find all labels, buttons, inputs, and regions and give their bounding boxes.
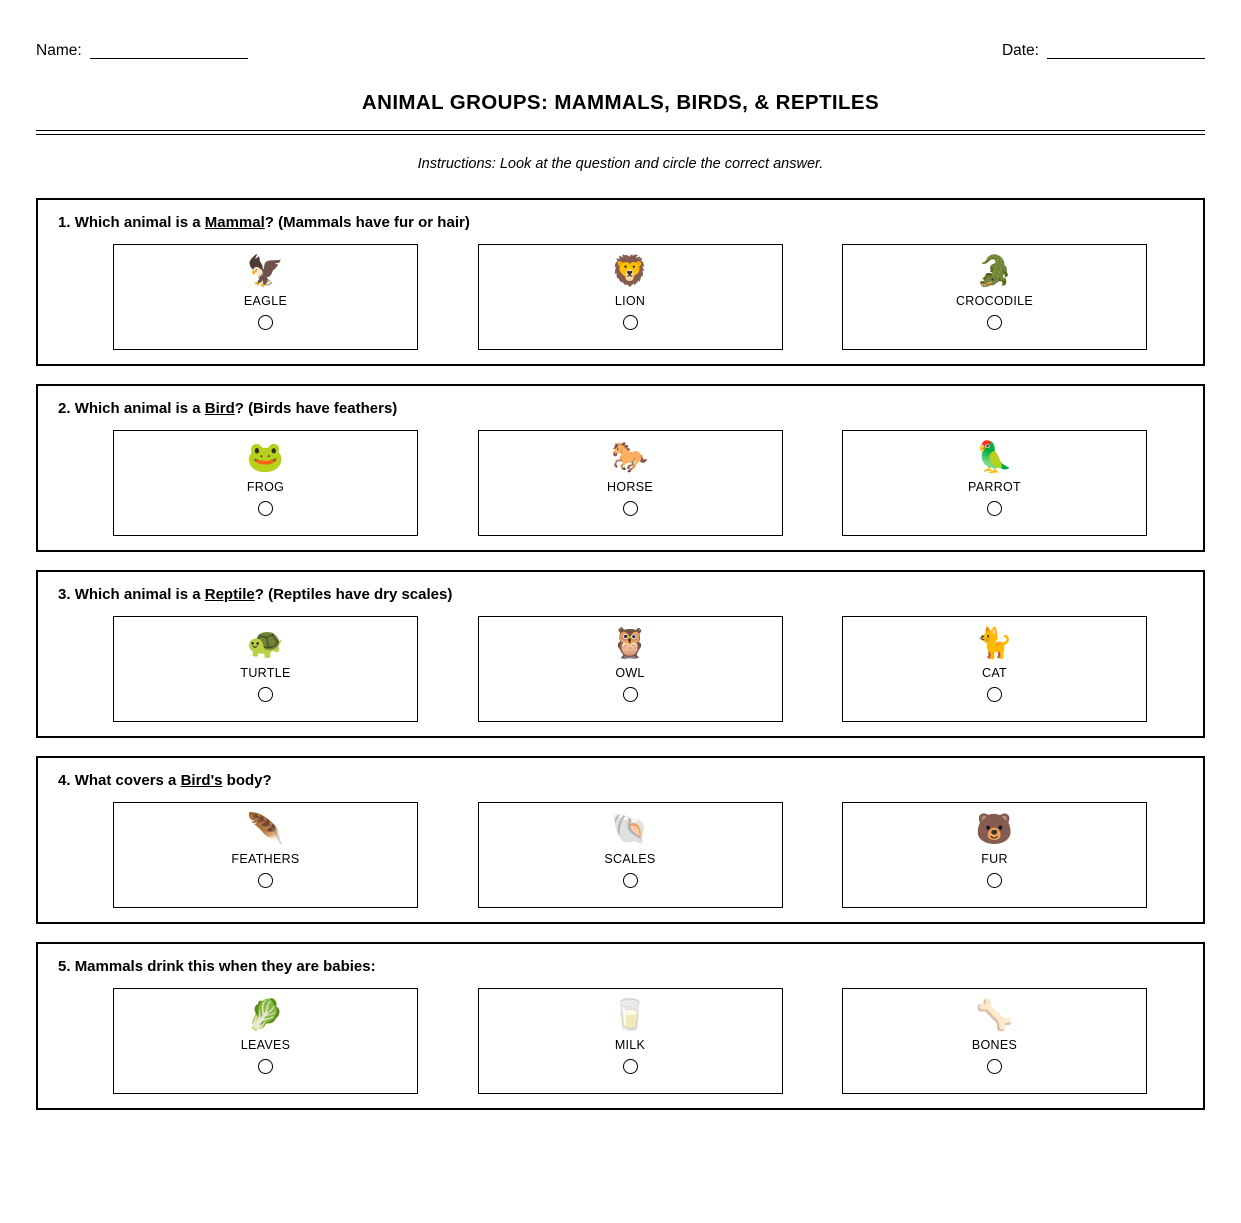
answer-option[interactable] [842,430,1147,536]
parrot-icon: 🦜 [975,440,1014,475]
answer-circle[interactable] [258,501,273,516]
question-keyword: Bird [204,400,235,417]
option-label: LION [614,294,646,308]
question-block [36,756,1205,924]
answer-circle[interactable] [623,1059,638,1074]
option-label: CROCODILE [955,294,1034,308]
option-label: LEAVES [240,1038,291,1052]
eagle-icon: 🦅 [246,254,285,289]
answer-option[interactable] [842,988,1147,1094]
question-keyword: Mammal [204,214,265,231]
answer-circle[interactable] [258,687,273,702]
option-label: MILK [614,1038,646,1052]
option-row [58,988,1185,1094]
bear-icon: 🐻 [975,812,1014,847]
question-suffix: ? (Birds have feathers) [234,400,398,417]
option-label: CAT [982,666,1007,680]
frog-icon: 🐸 [246,440,285,475]
answer-circle[interactable] [258,873,273,888]
answer-circle[interactable] [987,501,1002,516]
milk-glass-icon: 🥛 [611,998,649,1033]
question-list [36,198,1205,1110]
identity-row [36,0,1205,59]
question-text [58,772,1185,790]
option-row [58,802,1185,908]
question-keyword: Bird's [180,772,223,789]
question-text [58,958,1185,976]
answer-circle[interactable] [987,873,1002,888]
answer-option[interactable] [478,616,783,722]
question-number: 5. [58,958,71,975]
question-number: 4. [58,772,71,789]
owl-icon: 🦉 [611,626,649,661]
answer-option[interactable] [478,244,783,350]
date-write-line[interactable] [1047,45,1205,59]
name-field [36,43,248,59]
option-label: TURTLE [240,666,291,680]
instructions-text: Instructions: Look at the question and circle the correct answer. [417,156,824,172]
leafy-green-icon: 🥬 [246,998,285,1033]
question-prefix: Which animal is a [74,400,205,417]
answer-circle[interactable] [258,1059,273,1074]
question-prefix: Mammals drink this when they are babies: [74,958,376,975]
option-label: OWL [615,666,645,680]
answer-circle[interactable] [987,315,1002,330]
question-block [36,198,1205,366]
question-text [58,214,1185,232]
option-label: EAGLE [243,294,288,308]
option-label: SCALES [604,852,656,866]
question-text [58,400,1185,418]
option-label: PARROT [968,480,1021,494]
question-prefix: What covers a [74,772,181,789]
answer-circle[interactable] [623,315,638,330]
answer-option[interactable] [478,802,783,908]
answer-option[interactable] [113,616,418,722]
option-label: BONES [971,1038,1018,1052]
answer-option[interactable] [113,244,418,350]
answer-circle[interactable] [623,873,638,888]
answer-option[interactable] [113,430,418,536]
question-prefix: Which animal is a [74,586,205,603]
shell-icon: 🐚 [611,812,649,847]
question-number: 2. [58,400,71,417]
answer-option[interactable] [113,988,418,1094]
question-suffix: body? [222,772,272,789]
cat-icon: 🐈 [975,626,1014,661]
question-suffix: ? (Mammals have fur or hair) [264,214,470,231]
option-row [58,430,1185,536]
bone-icon: 🦴 [975,998,1014,1033]
option-label: FROG [246,480,285,494]
answer-option[interactable] [478,430,783,536]
question-block [36,942,1205,1110]
question-suffix: ? (Reptiles have dry scales) [254,586,453,603]
answer-option[interactable] [842,616,1147,722]
name-write-line[interactable] [90,45,248,59]
question-text [58,586,1185,604]
answer-circle[interactable] [258,315,273,330]
option-row [58,616,1185,722]
feather-icon: 🪶 [246,812,285,847]
date-field [1002,43,1205,59]
answer-option[interactable] [842,802,1147,908]
horse-icon: 🐎 [611,440,649,475]
crocodile-icon: 🐊 [975,254,1014,289]
question-number: 1. [58,214,71,231]
answer-option[interactable] [478,988,783,1094]
page-title: ANIMAL GROUPS: MAMMALS, BIRDS, & REPTILES [361,91,880,114]
question-number: 3. [58,586,71,603]
question-prefix: Which animal is a [74,214,205,231]
turtle-icon: 🐢 [246,626,285,661]
date-label: Date: [1001,42,1039,59]
answer-circle[interactable] [623,687,638,702]
question-block [36,570,1205,738]
lion-icon: 🦁 [611,254,649,289]
option-row [58,244,1185,350]
name-label: Name: [36,42,82,59]
option-label: HORSE [607,480,653,494]
answer-option[interactable] [842,244,1147,350]
option-label: FEATHERS [231,852,300,866]
answer-circle[interactable] [623,501,638,516]
answer-circle[interactable] [987,687,1002,702]
title-divider [36,130,1205,135]
question-block [36,384,1205,552]
answer-circle[interactable] [987,1059,1002,1074]
answer-option[interactable] [113,802,418,908]
option-label: FUR [981,852,1008,866]
question-keyword: Reptile [204,586,255,603]
